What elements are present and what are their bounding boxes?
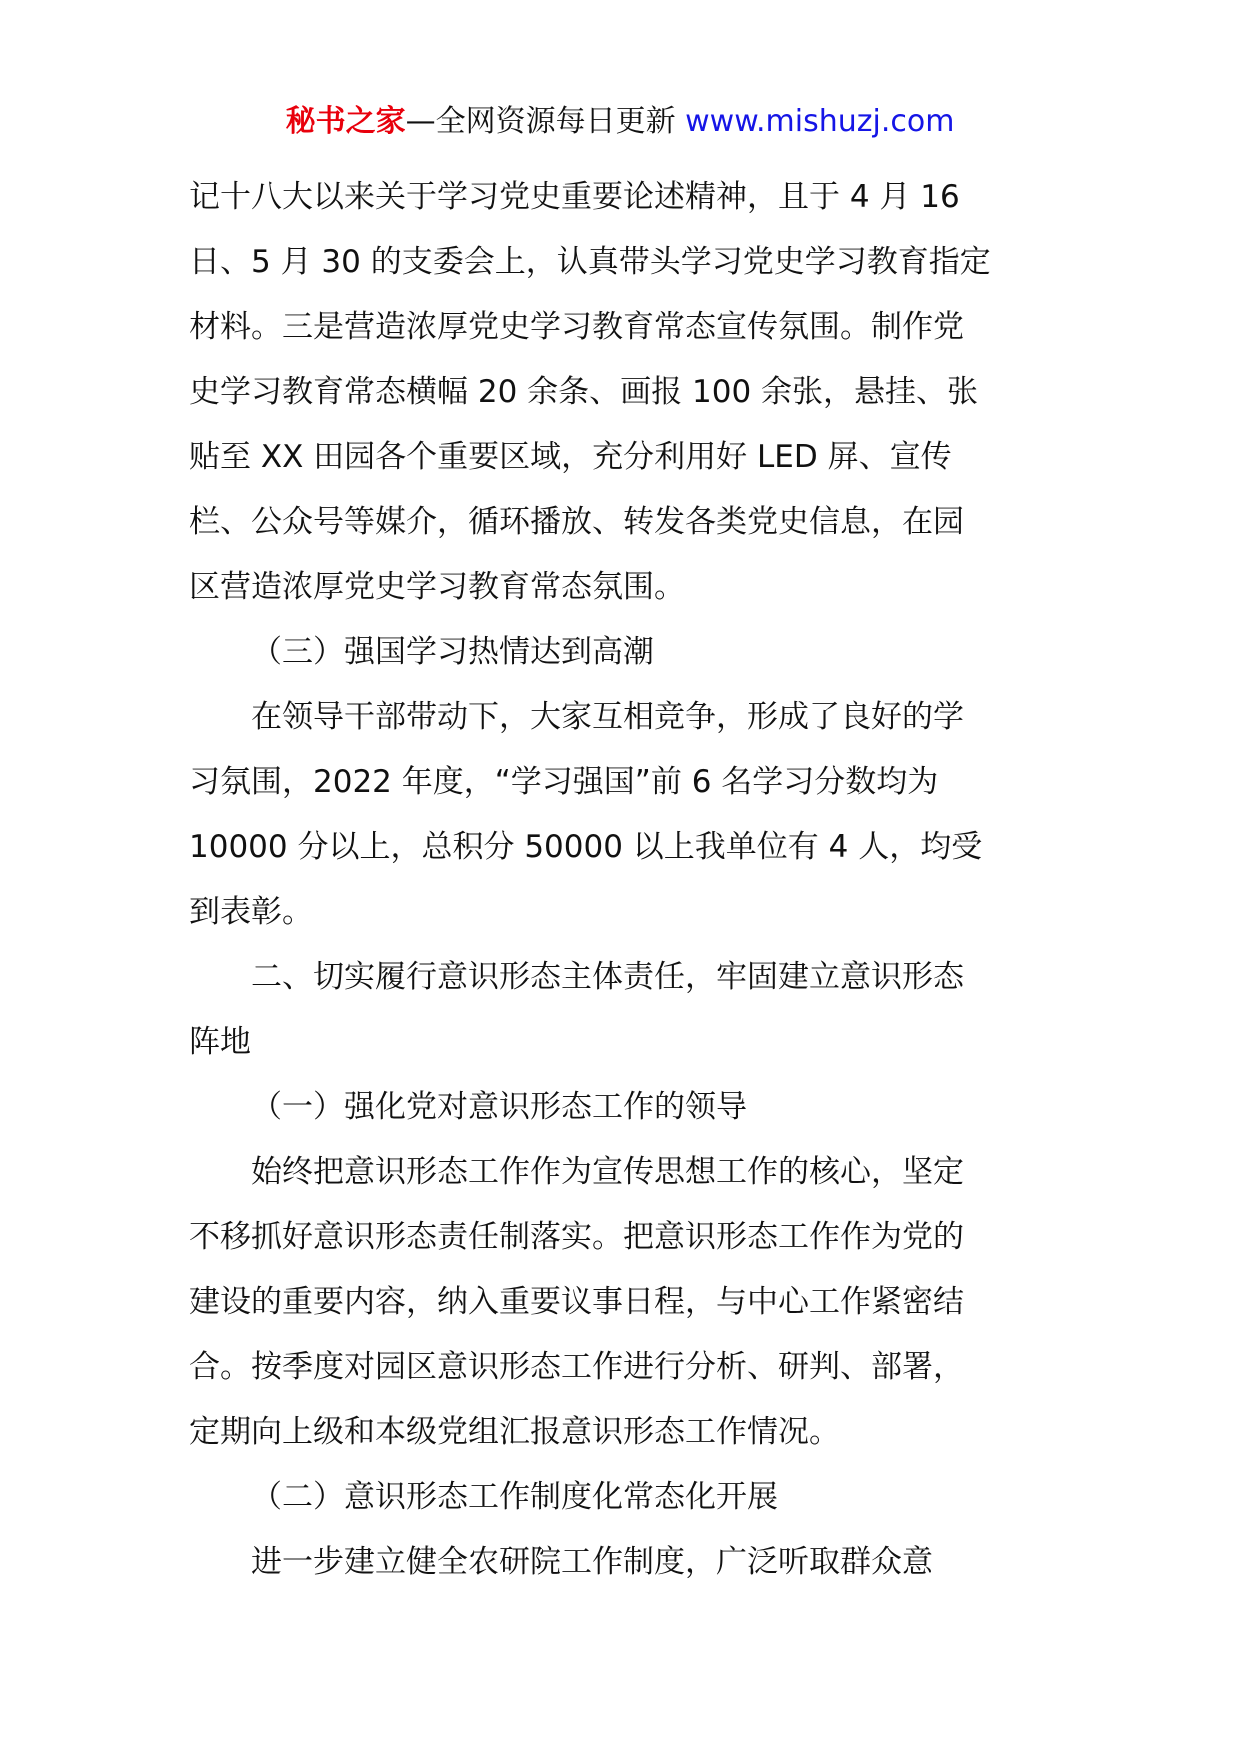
section-heading: 二、切实履行意识形态主体责任，牢固建立意识形态 xyxy=(251,959,964,995)
paragraph-line: 史学习教育常态横幅 20 余条、画报 100 余张，悬挂、张 xyxy=(189,374,979,410)
paragraph-line: 材料。三是营造浓厚党史学习教育常态宣传氛围。制作党 xyxy=(189,309,964,345)
paragraph-line: 习氛围，2022 年度，“学习强国”前 6 名学习分数均为 xyxy=(189,764,939,800)
website-link[interactable]: www.mishuzj.com xyxy=(685,104,955,139)
subsection-heading: （三）强国学习热情达到高潮 xyxy=(251,634,654,670)
paragraph-line: 进一步建立健全农研院工作制度，广泛听取群众意 xyxy=(251,1544,933,1580)
document-body xyxy=(189,165,1069,1595)
paragraph-line: 记十八大以来关于学习党史重要论述精神，且于 4 月 16 xyxy=(189,179,960,215)
paragraph-line: 合。按季度对园区意识形态工作进行分析、研判、部署， xyxy=(189,1349,964,1385)
paragraph-line: 不移抓好意识形态责任制落实。把意识形态工作作为党的 xyxy=(189,1219,964,1255)
brand-name: 秘书之家 xyxy=(285,104,406,139)
header-tagline: —全网资源每日更新 xyxy=(405,104,686,139)
subsection-heading: （一）强化党对意识形态工作的领导 xyxy=(251,1089,747,1125)
paragraph-line: 贴至 XX 田园各个重要区域，充分利用好 LED 屏、宣传 xyxy=(189,439,952,475)
paragraph-line: 日、5 月 30 的支委会上，认真带头学习党史学习教育指定 xyxy=(189,244,991,280)
paragraph-line: 10000 分以上，总积分 50000 以上我单位有 4 人，均受 xyxy=(189,829,983,865)
paragraph-line: 建设的重要内容，纳入重要议事日程，与中心工作紧密结 xyxy=(189,1284,964,1320)
paragraph-line: 到表彰。 xyxy=(189,894,313,930)
paragraph-line: 栏、公众号等媒介，循环播放、转发各类党史信息，在园 xyxy=(189,504,964,540)
paragraph-line: 始终把意识形态工作作为宣传思想工作的核心，坚定 xyxy=(251,1154,964,1190)
paragraph-line: 在领导干部带动下，大家互相竞争，形成了良好的学 xyxy=(251,699,964,735)
paragraph-line: 定期向上级和本级党组汇报意识形态工作情况。 xyxy=(189,1414,840,1450)
page-header xyxy=(0,100,1240,144)
subsection-heading: （二）意识形态工作制度化常态化开展 xyxy=(251,1479,778,1515)
paragraph-line: 区营造浓厚党史学习教育常态氛围。 xyxy=(189,569,685,605)
section-heading-continued: 阵地 xyxy=(189,1024,251,1060)
